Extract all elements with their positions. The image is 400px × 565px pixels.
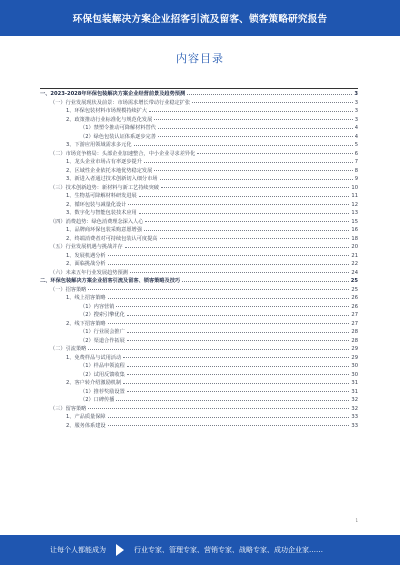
toc-entry-page: 10 xyxy=(351,184,358,191)
toc-entry[interactable] xyxy=(40,328,358,337)
toc-entry[interactable] xyxy=(40,133,358,142)
toc-entry-page: 18 xyxy=(351,235,358,242)
toc-entry-page: 30 xyxy=(351,363,358,369)
toc-leader-dots xyxy=(160,238,350,239)
toc-leader-dots xyxy=(158,136,353,137)
toc-entry-title: （四）消费趋势：绿色消费理念深入人心 xyxy=(50,218,144,225)
toc-entry-title: 2、面临挑战分析 xyxy=(66,261,106,267)
toc-leader-dots xyxy=(125,247,350,248)
toc-entry-title: （二）引流策略 xyxy=(50,346,87,352)
toc-entry-title: （1）禁塑令推动可降解材料替代 xyxy=(80,125,156,131)
toc-entry-title: （二）市场竞争格局：头部企业加速整合，中小企业寻求差异化 xyxy=(50,150,196,157)
toc-entry[interactable] xyxy=(40,388,358,397)
toc-entry-title: （1）样品申领流程 xyxy=(80,363,125,369)
toc-leader-dots xyxy=(116,400,349,401)
toc-entry-page: 9 xyxy=(354,176,358,182)
toc-leader-dots xyxy=(144,230,349,231)
table-of-contents xyxy=(40,90,358,430)
toc-leader-dots xyxy=(139,196,350,197)
toc-leader-dots xyxy=(197,153,352,154)
toc-entry[interactable] xyxy=(40,150,358,159)
toc-entry-title: 3、下游应用领域需求多元化 xyxy=(66,142,132,148)
arrow-right-icon xyxy=(116,544,124,556)
toc-entry-page: 29 xyxy=(351,346,358,352)
toc-entry[interactable] xyxy=(40,320,358,329)
toc-entry[interactable] xyxy=(40,116,358,125)
report-footer-bar xyxy=(0,535,400,565)
toc-entry-page: 28 xyxy=(351,337,358,344)
toc-heading: 内容目录 xyxy=(176,52,224,65)
toc-leader-dots xyxy=(130,272,350,273)
toc-entry-page: 28 xyxy=(351,329,358,335)
toc-entry[interactable] xyxy=(40,209,358,218)
toc-entry[interactable] xyxy=(40,235,358,244)
toc-entry[interactable] xyxy=(40,269,358,278)
toc-leader-dots xyxy=(127,315,350,316)
toc-leader-dots xyxy=(144,162,353,163)
toc-entry[interactable] xyxy=(40,422,358,431)
toc-entry-page: 3 xyxy=(354,91,358,97)
toc-entry[interactable] xyxy=(40,201,358,210)
toc-entry[interactable] xyxy=(40,303,358,312)
toc-leader-dots xyxy=(134,145,353,146)
toc-entry-title: 1、生物基可降解材料研发进展 xyxy=(66,193,137,199)
toc-entry-title: 1、免费样品与试用活动 xyxy=(66,354,122,361)
toc-entry-title: 2、政策推动行业标准化与规范化发展 xyxy=(66,116,153,123)
toc-leader-dots xyxy=(127,391,350,392)
toc-entry-title: 1、产品质量保障 xyxy=(66,414,106,420)
toc-entry-title: 二、环保包装解决方案企业招客引流及留客、锁客策略及技巧 xyxy=(40,278,181,284)
toc-entry-title: 1、品牌商环保包装采购意愿增强 xyxy=(66,227,142,233)
toc-entry-page: 27 xyxy=(351,312,358,318)
toc-leader-dots xyxy=(192,102,353,103)
toc-entry-title: （六）未来五年行业发展趋势预测 xyxy=(50,269,128,276)
toc-entry-title: 3、数字化与智能包装技术应用 xyxy=(66,210,137,216)
toc-leader-dots xyxy=(187,94,352,95)
toc-leader-dots xyxy=(154,170,352,171)
toc-entry-page: 31 xyxy=(351,388,358,395)
toc-entry-page: 30 xyxy=(351,371,358,378)
toc-entry[interactable] xyxy=(40,379,358,388)
toc-entry-page: 5 xyxy=(354,142,358,148)
toc-entry-page: 12 xyxy=(351,201,358,208)
toc-entry-page: 20 xyxy=(351,244,358,250)
toc-leader-dots xyxy=(161,187,349,188)
toc-leader-dots xyxy=(154,119,352,120)
toc-entry[interactable] xyxy=(40,413,358,422)
toc-entry-page: 21 xyxy=(351,252,358,259)
toc-entry-title: （1）内容营销 xyxy=(80,303,115,310)
toc-entry-page: 32 xyxy=(351,405,358,412)
toc-entry-title: 3、新进入者通过技术创新切入细分市场 xyxy=(66,176,158,182)
toc-entry-page: 31 xyxy=(351,380,358,386)
toc-entry[interactable] xyxy=(40,124,358,133)
toc-entry-title: 2、客户转介绍激励机制 xyxy=(66,380,122,386)
toc-entry-page: 15 xyxy=(351,218,358,225)
toc-leader-dots xyxy=(88,408,349,409)
toc-entry-title: （三）技术创新趋势：新材料与新工艺持续突破 xyxy=(50,184,159,191)
toc-entry[interactable] xyxy=(40,226,358,235)
toc-entry[interactable] xyxy=(40,107,358,116)
toc-entry[interactable] xyxy=(40,243,358,252)
toc-leader-dots xyxy=(149,111,353,112)
footer-slogan-right: 行业专家、管理专家、营销专家、战略专家、成功企业家…… xyxy=(134,546,323,554)
toc-leader-dots xyxy=(127,340,350,341)
toc-entry-title: （1）行业展会推广 xyxy=(80,329,125,335)
toc-entry-title: （2）搜索引擎优化 xyxy=(80,312,125,318)
toc-entry[interactable] xyxy=(40,354,358,363)
toc-entry-title: （三）留客策略 xyxy=(50,405,87,412)
toc-entry-page: 3 xyxy=(354,108,358,114)
toc-entry-page: 27 xyxy=(351,320,358,327)
toc-leader-dots xyxy=(127,332,350,333)
toc-entry-page: 7 xyxy=(354,159,358,165)
toc-entry-title: （一）行业发展现状及前景：市场需求增长带动行业稳定扩张 xyxy=(50,99,191,106)
toc-entry-page: 4 xyxy=(354,133,358,140)
toc-leader-dots xyxy=(128,204,349,205)
toc-entry[interactable] xyxy=(40,286,358,295)
toc-entry-page: 26 xyxy=(351,295,358,301)
toc-leader-dots xyxy=(108,323,350,324)
toc-entry-page: 3 xyxy=(354,116,358,123)
toc-entry-page: 22 xyxy=(351,261,358,267)
toc-entry-page: 25 xyxy=(351,286,358,293)
toc-entry[interactable] xyxy=(40,99,358,108)
toc-entry-page: 33 xyxy=(351,414,358,420)
toc-entry[interactable] xyxy=(40,218,358,227)
toc-entry-title: 1、线上招客策略 xyxy=(66,295,106,301)
toc-leader-dots xyxy=(145,221,349,222)
toc-entry[interactable] xyxy=(40,252,358,261)
toc-leader-dots xyxy=(127,366,350,367)
toc-leader-dots xyxy=(116,306,349,307)
toc-entry-page: 16 xyxy=(351,227,358,233)
toc-entry-title: 2、线下招客策略 xyxy=(66,320,106,327)
toc-entry-page: 3 xyxy=(354,99,358,106)
footer-slogan-left: 让每个人都能成为 xyxy=(50,546,106,554)
toc-entry-page: 11 xyxy=(351,193,358,199)
toc-entry[interactable] xyxy=(40,167,358,176)
toc-divider xyxy=(40,88,358,89)
toc-entry[interactable] xyxy=(40,277,358,286)
toc-leader-dots xyxy=(127,374,350,375)
toc-entry-page: 24 xyxy=(351,269,358,276)
toc-entry[interactable] xyxy=(40,362,358,371)
toc-leader-dots xyxy=(123,357,349,358)
toc-leader-dots xyxy=(108,417,350,418)
toc-leader-dots xyxy=(88,289,349,290)
toc-entry-title: （1）推荐奖励设置 xyxy=(80,388,125,395)
toc-entry-title: 一、2023-2028年环保包装解决方案企业经营前景及趋势预测 xyxy=(40,91,186,97)
toc-entry-page: 4 xyxy=(354,125,358,131)
toc-entry[interactable] xyxy=(40,345,358,354)
toc-entry-title: （2）绿色包装认证体系逐步完善 xyxy=(80,133,156,140)
toc-entry-title: 1、龙头企业市场占有率逐步提升 xyxy=(66,159,142,165)
toc-leader-dots xyxy=(160,179,353,180)
toc-entry-title: （一）招客策略 xyxy=(50,286,87,293)
toc-entry-title: 1、环保包装材料市场规模持续扩大 xyxy=(66,108,148,114)
page-number: 1 xyxy=(355,518,358,523)
toc-leader-dots xyxy=(108,255,350,256)
toc-leader-dots xyxy=(88,349,349,350)
toc-entry-title: （2）口碑传播 xyxy=(80,397,115,403)
toc-entry[interactable] xyxy=(40,371,358,380)
toc-entry-title: （2）渠道合作拓展 xyxy=(80,337,125,344)
toc-entry[interactable] xyxy=(40,90,358,99)
toc-entry[interactable] xyxy=(40,396,358,405)
toc-entry[interactable] xyxy=(40,141,358,150)
toc-leader-dots xyxy=(139,213,350,214)
toc-entry-title: 2、服务体系建设 xyxy=(66,422,106,429)
toc-entry-title: 2、终端消费者对可持续包装认可度提高 xyxy=(66,235,158,242)
toc-entry[interactable] xyxy=(40,158,358,167)
toc-entry-page: 25 xyxy=(350,278,358,284)
toc-entry-page: 13 xyxy=(351,210,358,216)
toc-entry[interactable] xyxy=(40,311,358,320)
toc-leader-dots xyxy=(182,281,349,282)
toc-entry-page: 6 xyxy=(354,150,358,157)
toc-entry[interactable] xyxy=(40,337,358,346)
toc-leader-dots xyxy=(108,425,350,426)
toc-entry-title: （五）行业发展机遇与挑战并存 xyxy=(50,244,123,250)
toc-leader-dots xyxy=(158,128,353,129)
toc-entry-title: 2、循环包装与减量化设计 xyxy=(66,201,127,208)
toc-leader-dots xyxy=(108,264,350,265)
toc-leader-dots xyxy=(123,383,349,384)
toc-entry[interactable] xyxy=(40,184,358,193)
toc-leader-dots xyxy=(108,298,350,299)
toc-entry-page: 32 xyxy=(351,397,358,403)
toc-entry-title: （2）试用反馈收集 xyxy=(80,371,125,378)
toc-entry[interactable] xyxy=(40,175,358,184)
toc-entry[interactable] xyxy=(40,405,358,414)
report-title: 环保包装解决方案企业招客引流及留客、锁客策略研究报告 xyxy=(72,14,328,25)
report-header-bar xyxy=(0,0,400,36)
toc-entry-title: 2、区域性企业依托本地优势稳定发展 xyxy=(66,167,153,174)
toc-entry-page: 26 xyxy=(351,303,358,310)
toc-entry-page: 33 xyxy=(351,422,358,429)
toc-entry-page: 8 xyxy=(354,167,358,174)
toc-entry-title: 1、发展机遇分析 xyxy=(66,252,106,259)
toc-entry[interactable] xyxy=(40,192,358,201)
toc-entry[interactable] xyxy=(40,260,358,269)
toc-entry-page: 29 xyxy=(351,354,358,361)
toc-entry[interactable] xyxy=(40,294,358,303)
